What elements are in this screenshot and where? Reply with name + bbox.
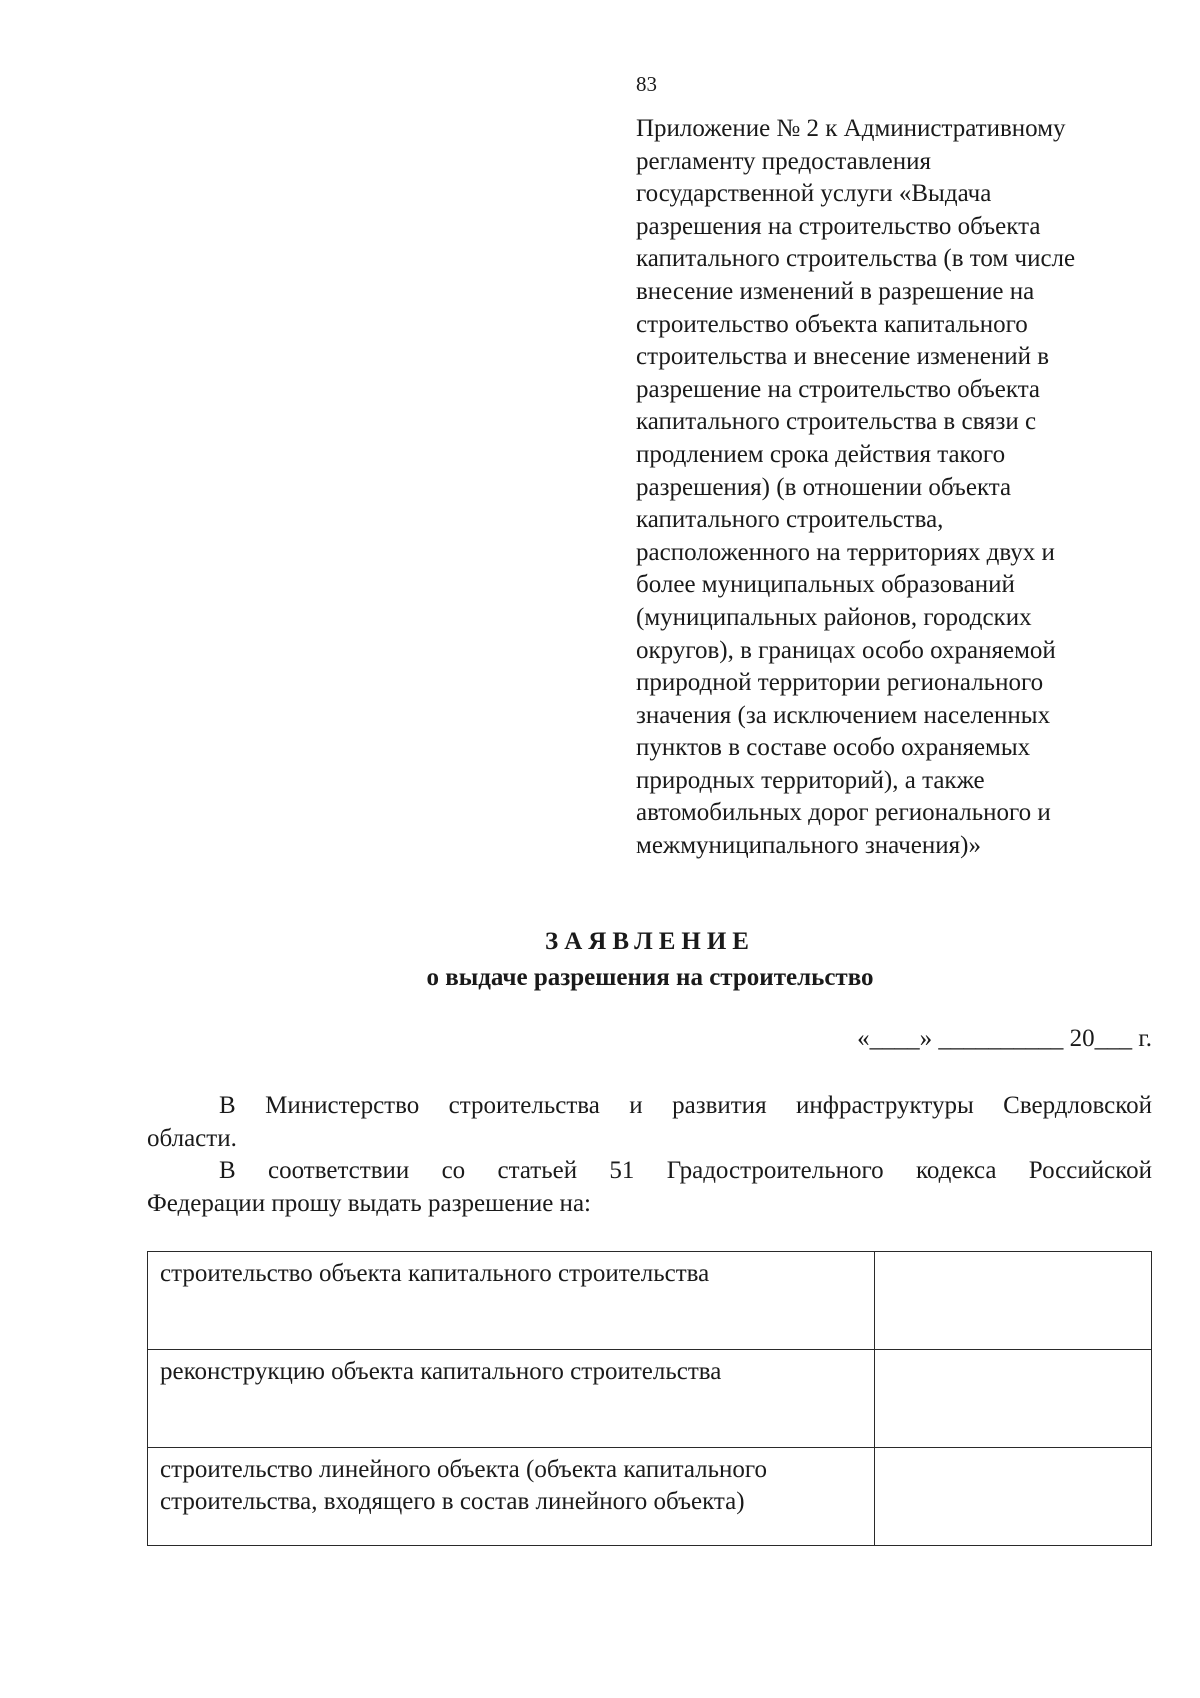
table-row bbox=[148, 1350, 1152, 1448]
appendix-line: регламенту предоставления bbox=[636, 147, 932, 175]
appendix-line: государственной услуги «Выдача bbox=[636, 180, 992, 208]
page-number: 83 bbox=[636, 72, 657, 96]
appendix-line: продлением срока действия такого bbox=[636, 440, 1006, 468]
request-line: Федерации прошу выдать разрешение на: bbox=[147, 1189, 591, 1217]
date-field[interactable]: «____» __________ 20___ г. bbox=[857, 1025, 1152, 1052]
appendix-line: (муниципальных районов, городских bbox=[636, 603, 1032, 631]
appendix-line: капитального строительства, bbox=[636, 506, 944, 534]
appendix-line: строительства и внесение изменений в bbox=[636, 343, 1050, 371]
permit-type-table bbox=[147, 1251, 1152, 1546]
appendix-line: Приложение № 2 к Административному bbox=[636, 115, 1066, 142]
permit-type-mark-cell[interactable] bbox=[875, 1252, 1152, 1350]
appendix-line: разрешения) (в отношении объекта bbox=[636, 473, 1012, 501]
permit-type-mark-cell[interactable] bbox=[875, 1350, 1152, 1448]
permit-type-label: строительство объекта капитального строительства bbox=[148, 1252, 875, 1350]
document-title: ЗАЯВЛЕНИЕ bbox=[545, 928, 755, 955]
appendix-line: межмуниципального значения)» bbox=[636, 832, 981, 860]
table-row bbox=[148, 1252, 1152, 1350]
appendix-line: строительство объекта капитального bbox=[636, 310, 1028, 338]
appendix-line: расположенного на территориях двух и bbox=[636, 538, 1055, 566]
document-subtitle: о выдаче разрешения на строительство bbox=[426, 964, 874, 991]
addressee-paragraph bbox=[147, 1090, 1152, 1155]
addressee-line: В Министерство строительства и развития инфраструктуры Свердловской bbox=[219, 1092, 1152, 1119]
request-line: В соответствии со статьей 51 Градостроительного кодекса Российской bbox=[219, 1157, 1152, 1184]
permit-type-label: реконструкцию объекта капитального строительства bbox=[148, 1350, 875, 1448]
table-row bbox=[148, 1448, 1152, 1546]
request-paragraph bbox=[147, 1155, 1152, 1220]
appendix-reference bbox=[636, 113, 1156, 863]
appendix-line: разрешения на строительство объекта bbox=[636, 212, 1041, 240]
permit-type-mark-cell[interactable] bbox=[875, 1448, 1152, 1546]
appendix-line: более муниципальных образований bbox=[636, 571, 1015, 599]
appendix-line: капитального строительства (в том числе bbox=[636, 245, 1076, 273]
appendix-line: автомобильных дорог регионального и bbox=[636, 799, 1051, 827]
appendix-line: пунктов в составе особо охраняемых bbox=[636, 734, 1031, 762]
appendix-line: значения (за исключением населенных bbox=[636, 701, 1051, 729]
appendix-line: разрешение на строительство объекта bbox=[636, 375, 1041, 403]
appendix-line: округов), в границах особо охраняемой bbox=[636, 636, 1056, 664]
appendix-line: капитального строительства в связи с bbox=[636, 408, 1037, 436]
appendix-line: природной территории регионального bbox=[636, 669, 1044, 697]
appendix-line: природных территорий), а также bbox=[636, 766, 985, 794]
appendix-line: внесение изменений в разрешение на bbox=[636, 277, 1035, 305]
permit-type-label: строительство линейного объекта (объекта капитального строительства, входящего в состав линейного объекта) bbox=[148, 1448, 875, 1546]
addressee-line: области. bbox=[147, 1124, 237, 1152]
